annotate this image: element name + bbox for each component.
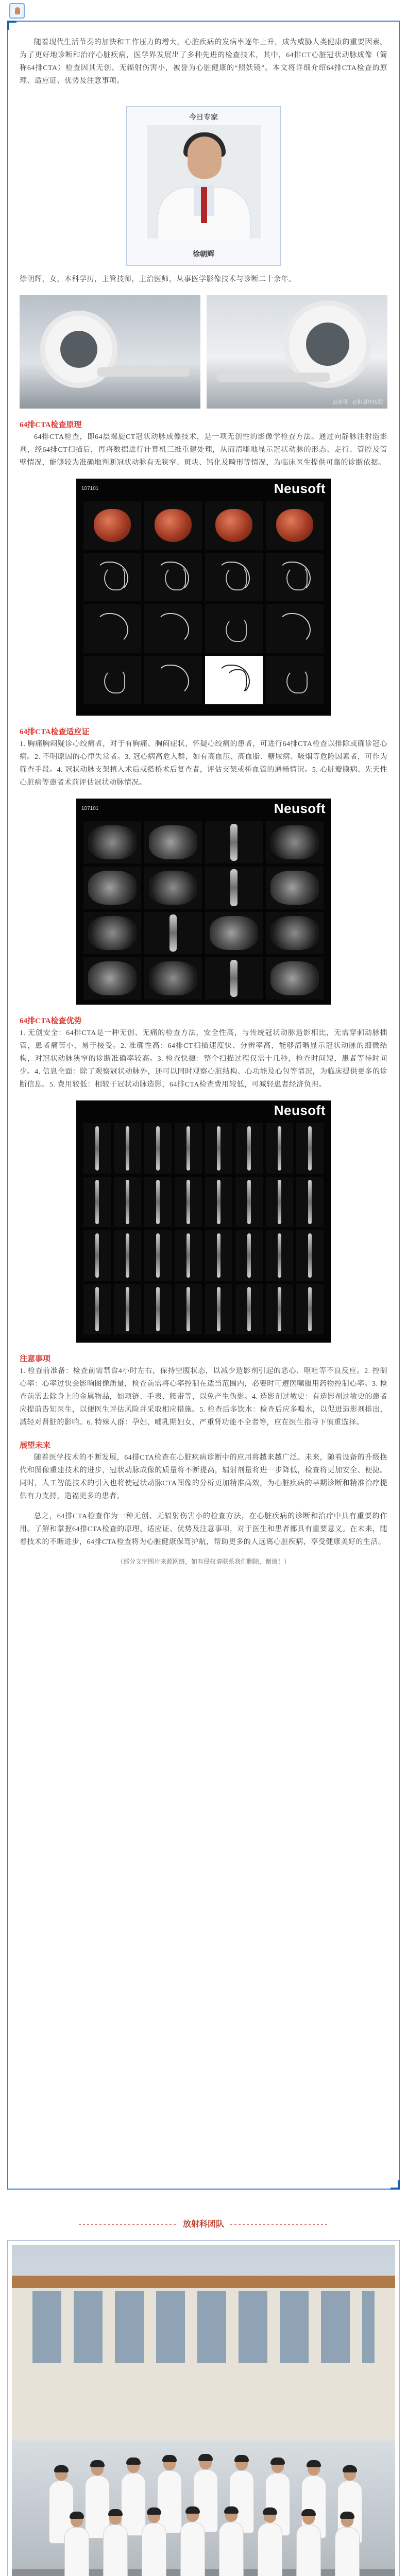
ct-panel-vessels <box>76 1100 331 1343</box>
ct-panel-3d <box>76 479 331 716</box>
avatar-icon <box>9 3 25 19</box>
outlook-text: 随着医学技术的不断发展，64排CTA检查在心脏疾病诊断中的应用将越来越广泛。未来，随着设备的升级换代和图像重建技术的进步，冠状动脉成像的质量将不断提高，辐射剂量将进一步降低，检查将更加安全、便捷。同时，人工智能技术的引入也将使冠状动脉CTA图像的分析更加精准高效，为心脏疾病的早期诊断和精准治疗提供有力支持，造福更多的患者。 <box>20 1454 387 1500</box>
indication-text: 1. 胸痛胸闷疑诊心绞痛者，对于有胸痛、胸闷症状，怀疑心绞痛的患者，可进行64排CTA检查以排除或确诊冠心病。2. 不明原因的心律失常者。3. 冠心病高危人群，如有高血压、高血脂、糖尿病、吸烟等危险因素者，可作为筛查手段。4. 冠状动脉支架植入术后或搭桥术后复查者，评估支架或桥血管的通畅情况。5. 心脏瓣膜病、先天性心脏病等患者术前评估冠状动脉情况。 <box>20 740 387 787</box>
principle-text: 64排CTA检查，即64层螺旋CT冠状动脉成像技术，是一项无创性的影像学检查方法。通过向静脉注射造影剂，经64排CT扫描后，再将数据进行计算机三维重建处理，从而清晰地显示冠状动脉的形态、走行、管腔及管壁情况，能够较为准确地判断冠状动脉有无狭窄、斑块、钙化及畸形等情况，为临床医生提供可靠的诊断依据。 <box>20 433 387 467</box>
article-frame <box>7 21 400 2190</box>
ct-panel-cpr <box>76 799 331 1005</box>
expert-card <box>126 106 281 266</box>
expert-card-title: 今日专家 <box>189 114 218 122</box>
ct-brand-logo-2: Neusoft <box>274 801 326 816</box>
summary-text: 总之，64排CTA检查作为一种无创、无辐射伤害小的检查方法，在心脏疾病的诊断和治疗中具有重要的作用。了解和掌握64排CTA检查的原理、适应证、优势及注意事项，对于医生和患者都具有重要意义。在未来，随着技术的不断进步，64排CTA检查将为心脏健康保驾护航，帮助更多的人远离心脏疾病，享受健康美好的生活。 <box>20 1513 387 1546</box>
ct-brand-logo-3: Neusoft <box>274 1103 326 1118</box>
team-frame <box>7 2240 400 2576</box>
expert-bio: 徐朝辉，女，本科学历，主管技师，主治医师，从事医学影像技术与诊断二十余年。 <box>20 276 296 283</box>
ct-scanner-photo-1 <box>20 295 200 409</box>
expert-name: 徐朝辉 <box>193 251 214 259</box>
expert-photo <box>147 125 261 239</box>
section-title-precautions: 注意事项 <box>20 1355 51 1363</box>
team-title: 放射科团队 <box>7 2217 400 2229</box>
top-bar <box>0 0 407 21</box>
copyright-note: （部分文字图片来源网络，如有侵权请联系我们删除，谢谢！） <box>116 1558 290 1565</box>
team-photo <box>12 2245 395 2576</box>
advantages-text: 1. 无创安全：64排CTA是一种无创、无痛的检查方法，安全性高，与传统冠状动脉造影相比，无需穿刺动脉插管，患者痛苦小，易于接受。2. 准确性高：64排CT扫描速度快、分辨率高，能够清晰显示冠状动脉的细微结构，对冠状动脉狭窄的诊断准确率较高。3. 检查快捷：整个扫描过程仅需十几秒，检查时间短，患者等待时间少。4. 信息全面：除了观察冠状动脉外，还可以同时观察心脏结构、心功能及心包等情况，为临床提供更多的诊断信息。5. 费用较低：相较于冠状动脉造影，64排CTA检查费用较低，可减轻患者经济负担。 <box>20 1029 387 1089</box>
intro-paragraph: 随着现代生活节奏的加快和工作压力的增大，心脏疾病的发病率逐年上升，成为威胁人类健康的重要因素。为了更好地诊断和治疗心脏疾病，医学界发展出了多种先进的检查技术，其中，64排CT心脏冠状动脉成像（简称64排CTA）检查因其无创、无辐射伤害小，被誉为心脏健康的“照妖镜”。本文将详细介绍64排CTA检查的原理、适应证、优势及注意事项。 <box>20 39 387 85</box>
section-title-indication: 64排CTA检查适应证 <box>20 728 90 736</box>
ct-patient-id: 107101 <box>81 486 99 492</box>
section-title-advantages: 64排CTA检查优势 <box>20 1017 82 1025</box>
ct-patient-id-2: 107101 <box>81 806 99 811</box>
section-title-principle: 64排CTA检查原理 <box>20 421 82 429</box>
ct-brand-logo: Neusoft <box>274 481 326 496</box>
precautions-text: 1. 检查前准备：检查前需禁食4小时左右，保持空腹状态，以减少造影剂引起的恶心、呕吐等不良反应。2. 控制心率：心率过快会影响图像质量，检查前需将心率控制在适当范围内，必要时可遵医嘱服用药物控制心率。3. 检查前需去除身上的金属物品，如项链、手表、腰带等，以免产生伪影。4. 造影剂过敏史：有造影剂过敏史的患者应提前告知医生，以便医生评估风险并采取相应措施。5. 检查后多饮水：检查后应多喝水，以促进造影剂排出，减轻对肾脏的影响。6. 特殊人群：孕妇、哺乳期妇女、严重肾功能不全者等，应在医生指导下慎重选择。 <box>20 1367 387 1427</box>
photo-watermark: 公众号 · 正阳县中医院 <box>332 400 383 405</box>
section-title-outlook: 展望未来 <box>20 1442 51 1450</box>
team-section <box>7 2207 400 2576</box>
ct-room-photos <box>20 295 387 409</box>
ct-scanner-photo-2 <box>207 295 387 409</box>
